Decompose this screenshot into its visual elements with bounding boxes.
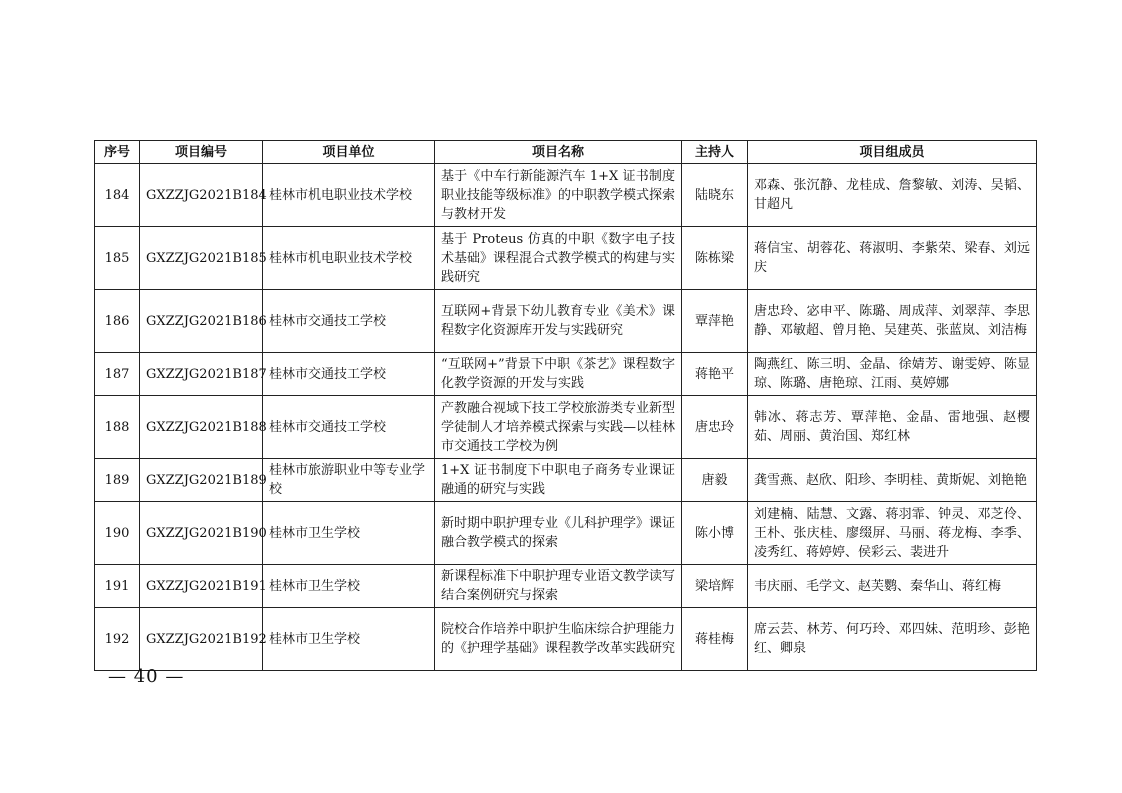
table-row xyxy=(95,290,1037,353)
row-project-name: “互联网+”背景下中职《茶艺》课程数字化教学资源的开发与实践 xyxy=(435,353,682,396)
row-no: 190 xyxy=(95,502,140,565)
row-host: 陈小博 xyxy=(682,502,748,565)
row-code: GXZZJG2021B191 xyxy=(140,565,263,608)
row-project-name: 基于《中车行新能源汽车 1+X 证书制度职业技能等级标准》的中职教学模式探索与教材开发 xyxy=(435,164,682,227)
table-row xyxy=(95,459,1037,502)
row-members: 韦庆丽、毛学文、赵芙鹦、秦华山、蒋红梅 xyxy=(748,565,1037,608)
row-no: 189 xyxy=(95,459,140,502)
row-members: 邓森、张沉静、龙桂成、詹黎敏、刘涛、吴韬、甘超凡 xyxy=(748,164,1037,227)
row-no: 186 xyxy=(95,290,140,353)
row-members: 蒋信宝、胡蓉花、蒋淑明、李紫荣、梁春、刘远庆 xyxy=(748,227,1037,290)
row-members: 唐忠玲、宓申平、陈璐、周成萍、刘翠萍、李思静、邓敏超、曾月艳、吴建英、张蓝岚、刘洁梅 xyxy=(748,290,1037,353)
row-members: 陶燕红、陈三明、金晶、徐婧芳、谢雯婷、陈显琼、陈璐、唐艳琼、江雨、莫婷娜 xyxy=(748,353,1037,396)
row-members: 席云芸、林芳、何巧玲、邓四妹、范明珍、彭艳红、卿泉 xyxy=(748,608,1037,671)
row-unit: 桂林市交通技工学校 xyxy=(263,396,435,459)
row-no: 187 xyxy=(95,353,140,396)
row-host: 蒋艳平 xyxy=(682,353,748,396)
row-code: GXZZJG2021B187 xyxy=(140,353,263,396)
row-host: 陆晓东 xyxy=(682,164,748,227)
row-host: 蒋桂梅 xyxy=(682,608,748,671)
table-row xyxy=(95,353,1037,396)
row-no: 191 xyxy=(95,565,140,608)
row-unit: 桂林市机电职业技术学校 xyxy=(263,164,435,227)
row-unit: 桂林市旅游职业中等专业学校 xyxy=(263,459,435,502)
header-name: 项目名称 xyxy=(435,141,682,164)
row-members: 龚雪燕、赵欣、阳珍、李明桂、黄斯妮、刘艳艳 xyxy=(748,459,1037,502)
row-code: GXZZJG2021B184 xyxy=(140,164,263,227)
header-host: 主持人 xyxy=(682,141,748,164)
row-no: 188 xyxy=(95,396,140,459)
row-code: GXZZJG2021B185 xyxy=(140,227,263,290)
header-unit: 项目单位 xyxy=(263,141,435,164)
row-host: 唐毅 xyxy=(682,459,748,502)
row-no: 185 xyxy=(95,227,140,290)
table-row xyxy=(95,565,1037,608)
row-unit: 桂林市交通技工学校 xyxy=(263,290,435,353)
row-no: 184 xyxy=(95,164,140,227)
table-row xyxy=(95,164,1037,227)
project-table xyxy=(94,140,1037,671)
row-code: GXZZJG2021B188 xyxy=(140,396,263,459)
header-no: 序号 xyxy=(95,141,140,164)
row-unit: 桂林市卫生学校 xyxy=(263,502,435,565)
row-code: GXZZJG2021B192 xyxy=(140,608,263,671)
table-row xyxy=(95,227,1037,290)
row-unit: 桂林市机电职业技术学校 xyxy=(263,227,435,290)
row-no: 192 xyxy=(95,608,140,671)
row-members: 韩冰、蒋志芳、覃萍艳、金晶、雷地强、赵樱茹、周丽、黄治国、郑红林 xyxy=(748,396,1037,459)
header-code: 项目编号 xyxy=(140,141,263,164)
table-row xyxy=(95,502,1037,565)
table-row xyxy=(95,608,1037,671)
row-project-name: 新时期中职护理专业《儿科护理学》课证融合教学模式的探索 xyxy=(435,502,682,565)
row-project-name: 互联网+背景下幼儿教育专业《美术》课程数字化资源库开发与实践研究 xyxy=(435,290,682,353)
row-code: GXZZJG2021B189 xyxy=(140,459,263,502)
row-unit: 桂林市卫生学校 xyxy=(263,608,435,671)
row-host: 梁培辉 xyxy=(682,565,748,608)
row-code: GXZZJG2021B190 xyxy=(140,502,263,565)
table-header-row xyxy=(95,141,1037,164)
row-project-name: 1+X 证书制度下中职电子商务专业课证融通的研究与实践 xyxy=(435,459,682,502)
row-host: 覃萍艳 xyxy=(682,290,748,353)
table-row xyxy=(95,396,1037,459)
row-members: 刘建楠、陆慧、文露、蒋羽霏、钟灵、邓芝伶、王朴、张庆桂、廖缀屏、马丽、蒋龙梅、李季、凌秀红、蒋婷婷、侯彩云、裴进升 xyxy=(748,502,1037,565)
row-project-name: 产教融合视域下技工学校旅游类专业新型学徒制人才培养模式探索与实践—以桂林市交通技工学校为例 xyxy=(435,396,682,459)
row-project-name: 院校合作培养中职护生临床综合护理能力的《护理学基础》课程教学改革实践研究 xyxy=(435,608,682,671)
row-project-name: 基于 Proteus 仿真的中职《数字电子技术基础》课程混合式教学模式的构建与实践研究 xyxy=(435,227,682,290)
row-host: 唐忠玲 xyxy=(682,396,748,459)
row-unit: 桂林市交通技工学校 xyxy=(263,353,435,396)
page-number: — 40 — xyxy=(108,666,185,687)
row-code: GXZZJG2021B186 xyxy=(140,290,263,353)
row-host: 陈栋梁 xyxy=(682,227,748,290)
header-members: 项目组成员 xyxy=(748,141,1037,164)
row-project-name: 新课程标准下中职护理专业语文教学读写结合案例研究与探索 xyxy=(435,565,682,608)
row-unit: 桂林市卫生学校 xyxy=(263,565,435,608)
